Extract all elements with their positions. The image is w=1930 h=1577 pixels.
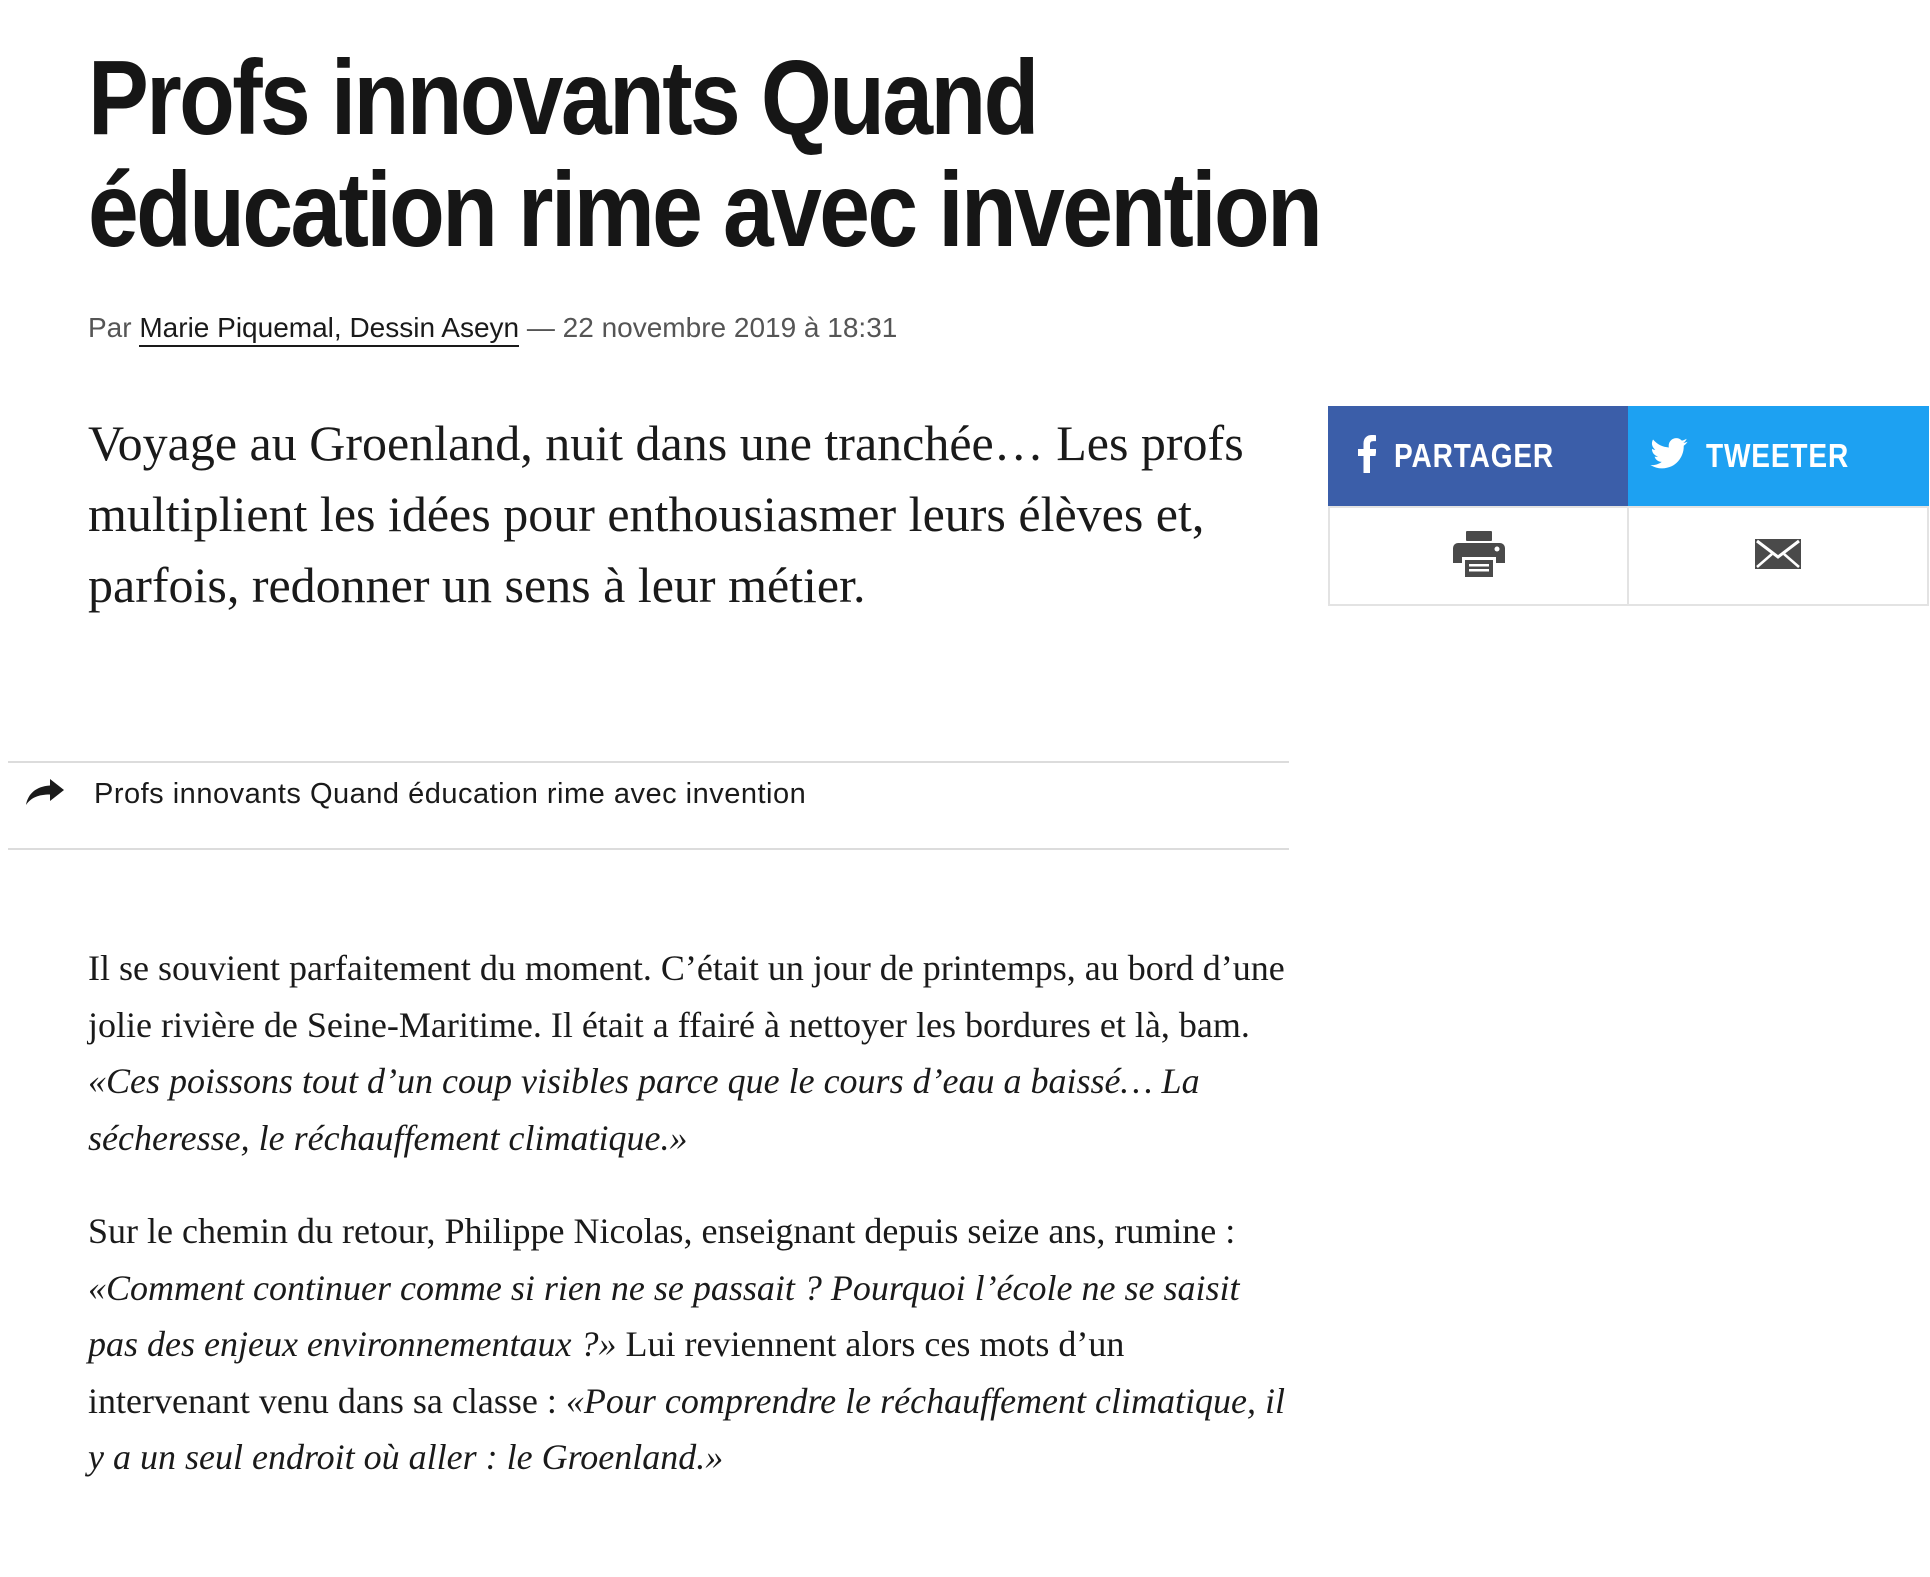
paragraph-quote: «Pour comprendre le réchauffement climatique, il y a un seul endroit où aller : le Groenland.» [88,1380,1285,1477]
article-lead: Voyage au Groenland, nuit dans une tranchée… Les profs multiplient les idées pour enthousiasmer leurs élèves et, parfois, redonner un sens à leur métier. [88,415,1244,613]
print-icon [1453,531,1505,582]
article-byline [88,308,897,348]
author-link[interactable]: Marie Piquemal, Dessin Aseyn [139,312,519,347]
facebook-share-label: PARTAGER [1394,437,1555,474]
share-arrow-icon [26,779,64,810]
paragraph-text: Lui reviennent alors ces mots d’un intervenant venu dans sa classe : [88,1324,1125,1421]
related-article-title: Profs innovants Quand éducation rime avec invention [94,778,807,810]
article-paragraph [88,1203,1288,1486]
byline-prefix: Par [88,312,140,343]
twitter-share-button[interactable] [1628,406,1929,506]
share-panel [1328,406,1929,606]
divider-top [8,761,1289,763]
article-headline: Profs innovants Quand éducation rime avec invention [88,39,1321,269]
paragraph-quote: «Ces poissons tout d’un coup visibles parce que le cours d’eau a baissé… La sécheresse, le réchauffement climatique.» [88,1061,1200,1158]
twitter-share-label: TWEETER [1706,437,1850,474]
email-button[interactable] [1627,506,1929,606]
paragraph-text: Il se souvient parfaitement du moment. C’était un jour de printemps, au bord d’une jolie rivière de Seine-Maritime. Il était a ffairé à nettoyer les bordures et là, bam. [88,948,1285,1045]
twitter-icon [1650,438,1688,474]
facebook-share-button[interactable] [1328,406,1628,506]
divider-bottom [8,848,1289,850]
print-button[interactable] [1328,506,1629,606]
facebook-icon [1358,435,1376,478]
publish-date: — 22 novembre 2019 à 18:31 [519,312,898,343]
mail-icon [1755,539,1801,574]
article-paragraph [88,940,1288,1166]
paragraph-text: Sur le chemin du retour, Philippe Nicolas, enseignant depuis seize ans, rumine : [88,1211,1236,1251]
related-article-link[interactable] [26,778,806,811]
paragraph-quote: «Comment continuer comme si rien ne se passait ? Pourquoi l’école ne se saisit pas des enjeux environnementaux ?» [88,1267,1240,1364]
